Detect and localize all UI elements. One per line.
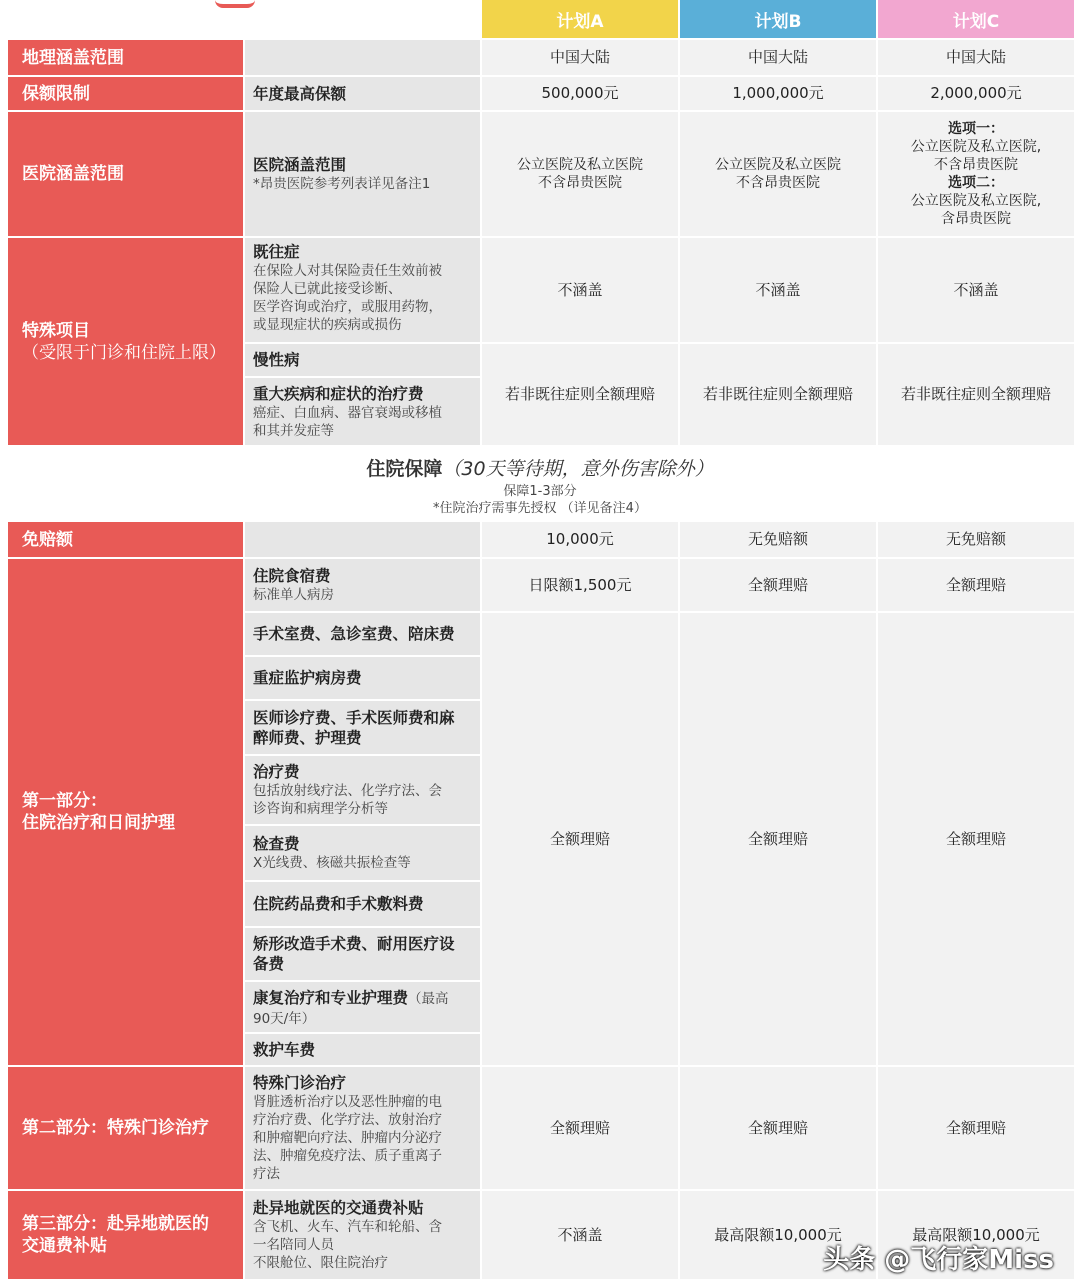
geo-value-c: 中国大陆 <box>878 40 1074 75</box>
section3-value-b: 最高限额10,000元 <box>680 1191 876 1279</box>
treatment-detail: 治疗费 包括放射线疗法、化学疗法、会 诊咨询和病理学分析等 <box>245 756 480 824</box>
major-illness-detail: 重大疾病和症状的治疗费 癌症、白血病、器官衰竭或移植 和其并发症等 <box>245 378 480 445</box>
special-outpatient-detail: 特殊门诊治疗 肾脏透析治疗以及恶性肿瘤的电 疗治疗费、化学疗法、放射治疗 和肿瘤靶向疗法、肿瘤内分泌疗 法、肿瘤免疫疗法、质子重离子 疗法 <box>245 1067 480 1189</box>
preexisting-value-b: 不涵盖 <box>680 238 876 342</box>
limit-value-b: 1,000,000元 <box>680 77 876 110</box>
plan-a-header: 计划A <box>482 0 678 38</box>
special-category: 特殊项目 （受限于门诊和住院上限） <box>8 238 243 445</box>
hospital-value-b: 公立医院及私立医院 不含昂贵医院 <box>680 112 876 236</box>
section1-value-b: 全额理赔 <box>680 613 876 1065</box>
deductible-value-a: 10,000元 <box>482 522 678 557</box>
transport-detail: 赴异地就医的交通费补贴 含飞机、火车、汽车和轮船、含 一名陪同人员 不限舱位、限住院治疗 <box>245 1191 480 1279</box>
room-board-detail: 住院食宿费 标准单人病房 <box>245 559 480 611</box>
hospital-value-a: 公立医院及私立医院 不含昂贵医院 <box>482 112 678 236</box>
section3-value-c: 最高限额10,000元 <box>878 1191 1074 1279</box>
major-value-a: 若非既往症则全额理赔 <box>482 344 678 445</box>
geo-value-b: 中国大陆 <box>680 40 876 75</box>
ortho-detail: 矫形改造手术费、耐用医疗设 备费 <box>245 928 480 980</box>
deductible-value-b: 无免赔额 <box>680 522 876 557</box>
section1-value-c: 全额理赔 <box>878 613 1074 1065</box>
limit-detail: 年度最高保额 <box>245 77 480 110</box>
hospital-category: 医院涵盖范围 <box>8 112 243 236</box>
room-board-value-a: 日限额1,500元 <box>482 559 678 611</box>
preexisting-value-a: 不涵盖 <box>482 238 678 342</box>
section1-category: 第一部分： 住院治疗和日间护理 <box>8 559 243 1065</box>
room-board-value-b: 全额理赔 <box>680 559 876 611</box>
section2-category: 第二部分：特殊门诊治疗 <box>8 1067 243 1189</box>
drugs-detail: 住院药品费和手术敷料费 <box>245 882 480 926</box>
deductible-category: 免赔额 <box>8 522 243 557</box>
preexisting-detail: 既往症 在保险人对其保险责任生效前被 保险人已就此接受诊断、 医学咨询或治疗，或服用药物， 或显现症状的疾病或损伤 <box>245 238 480 342</box>
chronic-detail: 慢性病 <box>245 344 480 376</box>
rehab-detail: 康复治疗和专业护理费（最高 90天/年） <box>245 982 480 1032</box>
doctor-fee-detail: 医师诊疗费、手术医师费和麻 醉师费、护理费 <box>245 701 480 754</box>
plan-c-header: 计划C <box>878 0 1074 38</box>
logo-fragment <box>215 0 255 8</box>
geo-value-a: 中国大陆 <box>482 40 678 75</box>
section3-category: 第三部分：赴异地就医的 交通费补贴 <box>8 1191 243 1279</box>
deductible-detail <box>245 522 480 557</box>
section1-value-a: 全额理赔 <box>482 613 678 1065</box>
section3-value-a: 不涵盖 <box>482 1191 678 1279</box>
major-value-b: 若非既往症则全额理赔 <box>680 344 876 445</box>
major-value-c: 若非既往症则全额理赔 <box>878 344 1074 445</box>
preexisting-value-c: 不涵盖 <box>878 238 1074 342</box>
section2-value-a: 全额理赔 <box>482 1067 678 1189</box>
plan-b-header: 计划B <box>680 0 876 38</box>
limit-value-a: 500,000元 <box>482 77 678 110</box>
room-board-value-c: 全额理赔 <box>878 559 1074 611</box>
hospital-value-c: 选项一： 公立医院及私立医院, 不含昂贵医院 选项二： 公立医院及私立医院, 含昂贵医院 <box>878 112 1074 236</box>
section2-value-c: 全额理赔 <box>878 1067 1074 1189</box>
icu-detail: 重症监护病房费 <box>245 657 480 699</box>
section-title: 住院保障（30天等待期，意外伤害除外） <box>366 458 714 480</box>
section2-value-b: 全额理赔 <box>680 1067 876 1189</box>
geo-detail <box>245 40 480 75</box>
section-note: *住院治疗需事先授权 （详见备注4） <box>433 501 647 516</box>
hospital-detail: 医院涵盖范围 *昂贵医院参考列表详见备注1 <box>245 112 480 236</box>
deductible-value-c: 无免赔额 <box>878 522 1074 557</box>
section-subtitle: 保障1-3部分 <box>503 484 577 499</box>
geo-category: 地理涵盖范围 <box>8 40 243 75</box>
limit-value-c: 2,000,000元 <box>878 77 1074 110</box>
limit-category: 保额限制 <box>8 77 243 110</box>
watermark: 头条 @飞行家Miss <box>823 1245 1054 1275</box>
exam-detail: 检查费 X光线费、核磁共振检查等 <box>245 826 480 880</box>
ambulance-detail: 救护车费 <box>245 1034 480 1065</box>
surgery-room-detail: 手术室费、急诊室费、陪床费 <box>245 613 480 655</box>
